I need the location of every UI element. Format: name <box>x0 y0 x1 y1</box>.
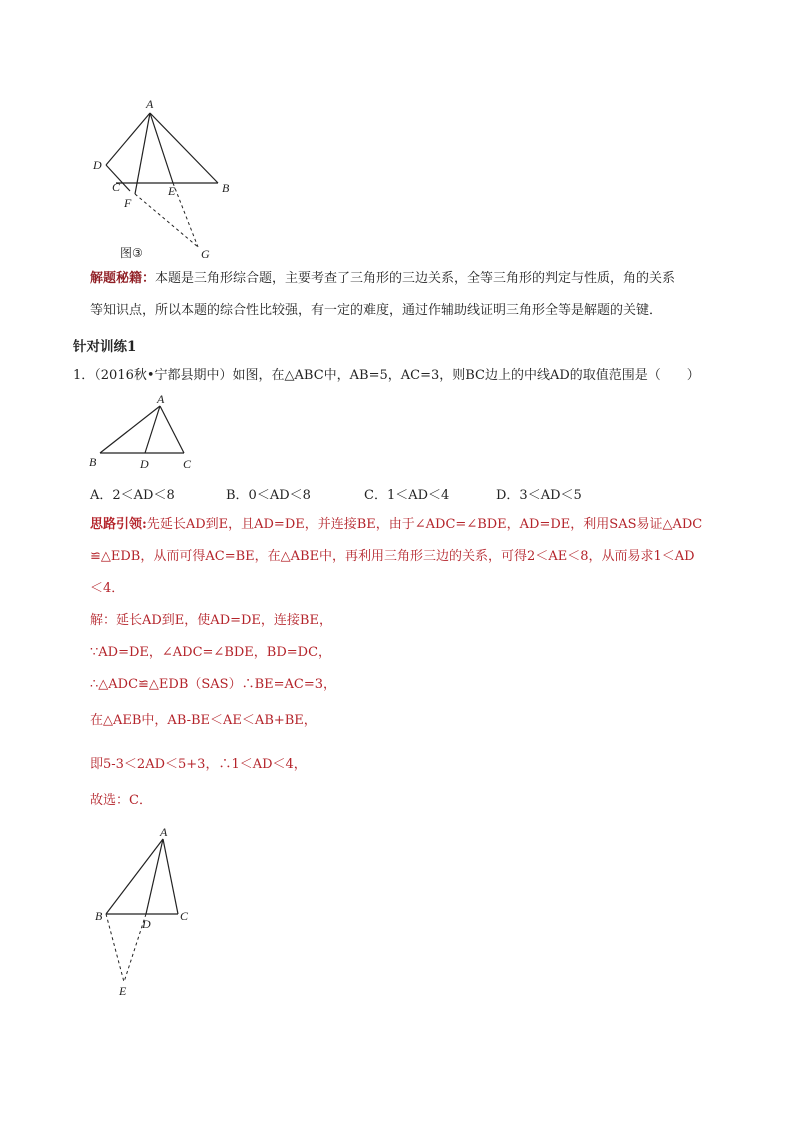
label-d: D <box>93 158 102 172</box>
option-b: B．0＜AD＜8 <box>226 488 311 503</box>
analysis-text-1: 本题是三角形综合题，主要考查了三角形的三边关系，全等三角形的判定与性质，角的关系 <box>155 271 676 286</box>
figure-3-svg <box>80 95 260 270</box>
figure-3 <box>80 95 260 270</box>
label-b: B <box>222 181 230 195</box>
label-c: C <box>180 909 189 923</box>
analysis-line-2: 等知识点，所以本题的综合性比较强，有一定的难度，通过作辅助线证明三角形全等是解题的关键． <box>90 303 663 318</box>
label-a: A <box>146 97 154 111</box>
option-a: A．2＜AD＜8 <box>90 488 175 503</box>
segment-be-dashed <box>106 914 124 982</box>
segment-fg-dashed <box>135 194 198 247</box>
option-d: D．3＜AD＜5 <box>496 488 582 503</box>
label-c: C <box>183 457 192 471</box>
segment-eg-dashed <box>173 183 198 247</box>
solution-figure <box>88 822 208 1002</box>
question-text: 1．（2016秋•宁都县期中）如图，在△ABC中，AB=5，AC=3，则BC边上的中线AD的取值范围是（ ） <box>73 368 700 383</box>
hint-label: 思路引领: <box>90 517 147 532</box>
segment-ac <box>163 839 178 914</box>
label-b: B <box>95 909 103 923</box>
segment-af <box>135 113 150 194</box>
solution-line-3: ∴△ADC≌△EDB（SAS）∴BE=AC=3， <box>90 677 337 692</box>
segment-ab <box>100 406 160 453</box>
label-f: F <box>124 196 132 210</box>
question-figure <box>85 392 205 472</box>
figure-3-caption: 图③ <box>120 246 143 260</box>
answer-prefix: 故选： <box>90 793 130 808</box>
question-figure-svg <box>85 392 205 472</box>
segment-ad <box>145 406 160 453</box>
solution-line-5: 即5-3＜2AD＜5+3，∴1＜AD＜4， <box>90 757 307 772</box>
solution-answer <box>90 792 152 810</box>
hint-line-3: ＜4． <box>90 581 125 596</box>
hint-text-1: 先延长AD到E，且AD=DE，并连接BE，由于∠ADC=∠BDE，AD=DE，利用SAS易证△ADC <box>146 517 703 532</box>
hint-line-2: ≌△EDB，从而可得AC=BE，在△ABE中，再利用三角形三边的关系，可得2＜AE＜8，从而易求1＜AD <box>90 549 695 564</box>
hint-line-1 <box>90 516 702 534</box>
solution-line-1: 解：延长AD到E，使AD=DE，连接BE， <box>90 613 332 628</box>
segment-ac <box>160 406 184 453</box>
label-d: D <box>142 917 151 931</box>
label-e: E <box>119 984 127 998</box>
section-title: 针对训练1 <box>73 339 137 355</box>
label-a: A <box>160 825 168 839</box>
answer-value: C． <box>129 793 152 808</box>
solution-line-2: ∵AD=DE，∠ADC=∠BDE，BD=DC， <box>90 645 332 660</box>
label-d: D <box>140 457 149 471</box>
label-a: A <box>157 392 165 406</box>
analysis-line-1 <box>90 270 675 288</box>
segment-ab <box>150 113 218 183</box>
solution-figure-svg <box>88 822 208 1002</box>
label-b: B <box>89 455 97 469</box>
option-c: C．1＜AD＜4 <box>364 488 450 503</box>
solution-line-4: 在△AEB中，AB-BE＜AE＜AB+BE， <box>90 713 317 728</box>
label-c: C <box>112 180 121 194</box>
label-e: E <box>168 184 176 198</box>
label-g: G <box>201 247 210 261</box>
segment-ae <box>150 113 173 183</box>
segment-ad <box>106 113 150 165</box>
analysis-label: 解题秘籍： <box>90 271 156 286</box>
